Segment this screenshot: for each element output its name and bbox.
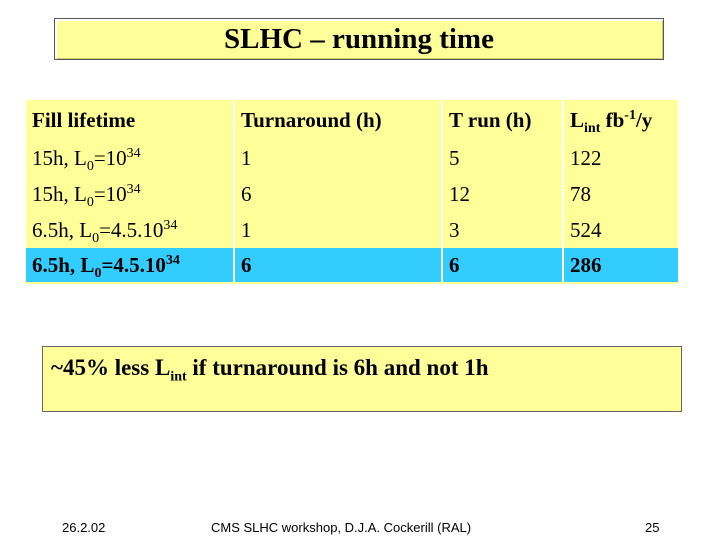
slide-title-box xyxy=(54,18,664,60)
cell-turnaround: 1 xyxy=(234,140,442,176)
footer-event: CMS SLHC workshop, D.J.A. Cockerill (RAL) xyxy=(211,520,472,535)
conclusion-note: ~45% less $L_{int}$ if turnaround is 6h and not 1h xyxy=(51,355,489,385)
header-turnaround: Turnaround (h) xyxy=(234,100,442,140)
cell-fill-lifetime: 6.5h, $L_0=4.5.10^{34}$ xyxy=(32,217,178,246)
cell-fill-lifetime: 15h, $L_0=10^{34}$ xyxy=(32,145,141,174)
cell-lint: 524 xyxy=(563,212,678,248)
cell-fill-lifetime: 15h, $L_0=10^{34}$ xyxy=(32,181,141,210)
header-fill-lifetime: Fill lifetime xyxy=(32,107,136,132)
running-time-table xyxy=(26,100,678,284)
header-lint: $L_{int}$ $fb^{-1}/y$ xyxy=(563,100,678,140)
table-header-row xyxy=(26,100,678,140)
cell-lint: 122 xyxy=(563,140,678,176)
table-row xyxy=(26,212,678,248)
cell-lint: 286 xyxy=(563,248,678,282)
header-trun: T run (h) xyxy=(442,100,563,140)
cell-turnaround: 1 xyxy=(234,212,442,248)
cell-trun: 3 xyxy=(442,212,563,248)
conclusion-note-box xyxy=(42,346,682,412)
cell-turnaround: 6 xyxy=(234,248,442,282)
cell-trun: 6 xyxy=(442,248,563,282)
cell-lint: 78 xyxy=(563,176,678,212)
table-row xyxy=(26,176,678,212)
slide-title: SLHC – running time xyxy=(224,22,494,55)
footer-date: 26.2.02 xyxy=(62,520,106,535)
table-row xyxy=(26,140,678,176)
cell-trun: 5 xyxy=(442,140,563,176)
cell-fill-lifetime: 6.5h, $L_0=4.5.10^{34}$ xyxy=(26,248,234,282)
cell-turnaround: 6 xyxy=(234,176,442,212)
footer-page-number: 25 xyxy=(645,520,660,535)
table-row-highlighted xyxy=(26,248,678,282)
cell-trun: 12 xyxy=(442,176,563,212)
